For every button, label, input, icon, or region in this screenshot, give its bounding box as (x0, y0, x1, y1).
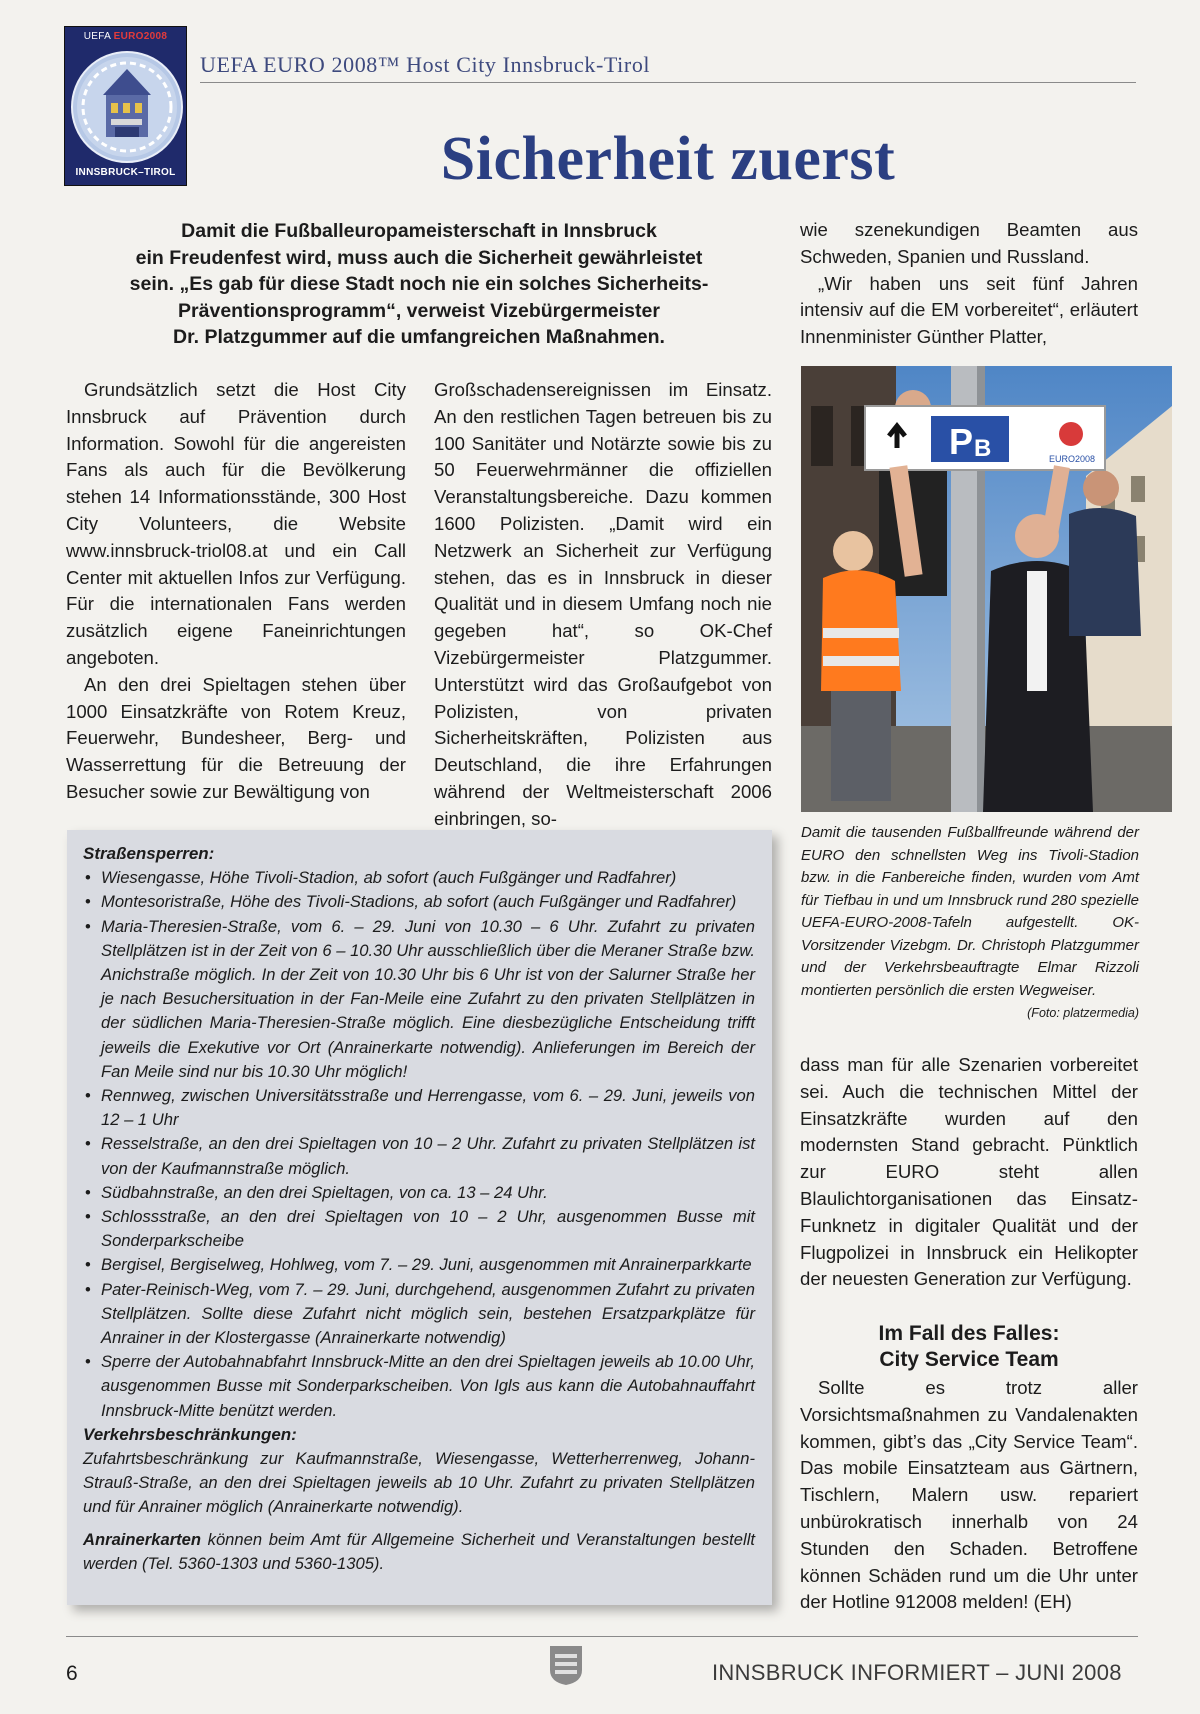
body-paragraph: dass man für alle Szenarien vorbereitet sei. Auch die technischen Mittel der Einsatzkräfte wurden auf den modernsten Stand gebracht. Pünktlich zur EURO steht allen Blaulichtorganisationen das Einsatz-Funknetz in digitaler Qualität und der Flugpolizei in Innsbruck ein Helikopter der neuesten Generation zur Verfügung. (800, 1054, 1138, 1290)
logo-city-name: INNSBRUCK–TIROL (75, 167, 176, 178)
body-column-3-top (800, 217, 1138, 351)
body-paragraph: An den drei Spieltagen stehen über 1000 Einsatzkräfte von Rotem Kreuz, Feuerwehr, Bundesheer, Berg- und Wasserrettung für die Betreuung der Besucher sowie zur Bewältigung von (66, 673, 406, 802)
city-crest-icon (548, 1644, 584, 1686)
subheading (800, 1321, 1138, 1373)
logo-top-text: UEFA EURO2008 (83, 31, 168, 42)
caption-text: Damit die tausenden Fußballfreunde während der EURO den schnellsten Weg ins Tivoli-Stadion bzw. in die Fanbereiche finden, wurden vom Amt für Tiefbau in und um Innsbruck rund 280 spezielle UEFA-EURO-2008-Tafeln aufgestellt. OK-Vorsitzender Vizebgm. Dr. Christoph Platzgummer und der Verkehrsbeauftragte Elmar Rizzoli montierten persönlich die ersten Wegweiser. (801, 824, 1139, 999)
list-item: • Südbahnstraße, an den drei Spieltagen, von ca. 13 – 24 Uhr. (83, 1181, 755, 1205)
list-item: • Bergisel, Bergiselweg, Hohlweg, vom 7. – 29. Juni, ausgenommen mit Anrainerparkkarte (83, 1253, 755, 1277)
lead-line: Präventionsprogramm“, verweist Vizebürgermeister (178, 299, 660, 322)
body-column-3-middle (800, 1052, 1138, 1293)
photo-caption (801, 822, 1139, 1025)
parking-sign-letter: P (949, 421, 974, 462)
page-number: 6 (66, 1662, 78, 1685)
list-item: • Wiesengasse, Höhe Tivoli-Stadion, ab sofort (auch Fußgänger und Radfahrer) (83, 866, 755, 890)
publication-name: INNSBRUCK INFORMIERT – JUNI 2008 (712, 1660, 1122, 1685)
body-paragraph: wie szenekundigen Beamten aus Schweden, Spanien und Russland. (800, 219, 1138, 267)
lead-line: sein. „Es gab für diese Stadt noch nie ein solches Sicherheits- (129, 273, 709, 295)
resident-cards-label: Anrainerkarten (83, 1529, 202, 1549)
road-closures-content (83, 842, 755, 1576)
street-sign-photo (801, 366, 1172, 812)
header-line: UEFA EURO 2008™ Host City Innsbruck-Tirol (200, 52, 651, 77)
body-paragraph: Sollte es trotz aller Vorsichtsmaßnahmen zu Vandalenakten kommen, gibt’s das „City Service Team“. Das mobile Einsatzteam aus Gärtnern, Tischlern, Malern usw. repariert unbürokratisch innerhalb von 24 Stunden den Schaden. Betroffene können Schäden rund um die Uhr unter der Hotline 912008 melden! (EH) (800, 1377, 1138, 1613)
subheading-line: City Service Team (879, 1348, 1059, 1371)
lead-line: ein Freudenfest wird, muss auch die Sicherheit gewährleistet (135, 246, 703, 269)
closures-list (83, 866, 755, 1423)
restrictions-text: Zufahrtsbeschränkung zur Kaufmannstraße, Wiesengasse, Wetterherrenweg, Johann-Strauß-Straße, an den drei Spieltagen jeweils ab 10 Uhr. Zufahrt zu privaten Stellplätzen und für Anrainer möglich (Anrainerkarte notwendig). (83, 1449, 755, 1517)
photo-credit: (Foto: platzermedia) (1027, 1006, 1139, 1020)
sign-euro-logo-text: EURO2008 (1049, 454, 1096, 464)
body-paragraph: „Wir haben uns seit fünf Jahren intensiv auf die EM vorbereitet“, erläutert Innenminister Günther Platter, (800, 272, 1138, 348)
article-title: Sicherheit zuerst (440, 125, 896, 193)
subheading-line: Im Fall des Falles: (878, 1322, 1060, 1345)
parking-sign-sub: B (974, 435, 992, 462)
footer-rule (66, 1636, 1138, 1637)
lead-paragraph (66, 218, 772, 351)
euro-2008-host-city-logo (64, 26, 187, 186)
body-paragraph: Großschadensereignissen im Einsatz. An den restlichen Tagen betreuen bis zu 100 Sanitäter und Notärzte sowie bis zu 50 Feuerwehrmänner die offiziellen Veranstaltungsbereiche. Dazu kommen 1600 Polizisten. „Damit wird ein Netzwerk an Sicherheit zur Verfügung stehen, das es in Innsbruck in dieser Qualität und in diesem Umfang noch nie gegeben hat“, so OK-Chef Vizebürgermeister Platzgummer. Unterstützt wird das Großaufgebot von Polizisten, von privaten Sicherheitskräften, Polizisten aus Deutschland, die ihre Erfahrungen während der Weltmeisterschaft 2006 einbringen, so- (434, 379, 772, 829)
body-column-2 (434, 377, 772, 833)
list-item: • Rennweg, zwischen Universitätsstraße und Herrengasse, vom 6. – 29. Juni, jeweils von 12 – 1 Uhr (83, 1084, 755, 1132)
body-column-1 (66, 377, 406, 806)
list-item: • Schlossstraße, an den drei Spieltagen von 10 – 2 Uhr, ausgenommen Busse mit Sonderparkscheibe (83, 1205, 755, 1253)
body-column-3-bottom (800, 1375, 1138, 1616)
list-item: • Montesoristraße, Höhe des Tivoli-Stadions, ab sofort (auch Fußgänger und Radfahrer) (83, 890, 755, 914)
body-paragraph: Grundsätzlich setzt die Host City Innsbruck auf Prävention durch Information. Sowohl für die angereisten Fans als auch für die Bevölkerung stehen 14 Informationsstände, 300 Host City Volunteers, die Website www.innsbruck-triol08.at und ein Call Center mit aktuellen Infos zur Verfügung. Für die internationalen Fans werden zusätzlich eigene Faneinrichtungen angeboten. (66, 379, 406, 668)
list-item: • Resselstraße, an den drei Spieltagen von 10 – 2 Uhr. Zufahrt zu privaten Stellplätzen ist von der Kaufmannstraße möglich. (83, 1132, 755, 1180)
box-heading-closures: Straßensperren: (83, 844, 215, 863)
box-heading-restrictions: Verkehrsbeschränkungen: (83, 1424, 297, 1444)
list-item: • Pater-Reinisch-Weg, vom 7. – 29. Juni, durchgehend, ausgenommen Zufahrt zu privaten Stellplätzen. Sollte diese Zufahrt nicht möglich sein, bestehen Ersatzparkplätze für Anrainer in der Klostergasse (Anrainerkarte notwendig) (83, 1278, 755, 1351)
resident-cards-text (83, 1528, 755, 1576)
lead-line: Dr. Platzgummer auf die umfangreichen Maßnahmen. (173, 326, 665, 348)
list-item: • Maria-Theresien-Straße, vom 6. – 29. Juni von 10.30 – 6 Uhr. Zufahrt zu privaten Stellplätzen ist in der Zeit von 6 – 10.30 Uhr ausschließlich über die Meraner Straße bzw. Anichstraße möglich. In der Zeit von 10.30 Uhr bis 6 Uhr ist von der Salurner Straße her je nach Besuchersituation in der Fan-Meile eine Zufahrt zu den privaten Stellplätzen in der südlichen Maria-Theresien-Straße möglich. Eine diesbezügliche Entscheidung trifft jeweils die Exekutive vor Ort (Anrainerkarte notwendig). Anlieferungen im Bereich der Fan Meile sind nur bis 10.30 Uhr möglich! (83, 915, 755, 1084)
lead-line: Damit die Fußballeuropameisterschaft in Innsbruck (181, 220, 657, 242)
header-rule (200, 82, 1136, 83)
list-item: • Sperre der Autobahnabfahrt Innsbruck-Mitte an den drei Spieltagen jeweils ab 10.00 Uhr, ausgenommen Busse mit Sonderparkscheiben. Von Igls aus kann die Autobahnauffahrt Innsbruck-Mitte benützt werden. (83, 1350, 755, 1423)
golden-roof-emblem (71, 51, 183, 163)
resident-cards-detail: können beim Amt für Allgemeine Sicherheit und Veranstaltungen bestellt werden (Tel. 5360-1303 und 5360-1305). (83, 1529, 755, 1573)
